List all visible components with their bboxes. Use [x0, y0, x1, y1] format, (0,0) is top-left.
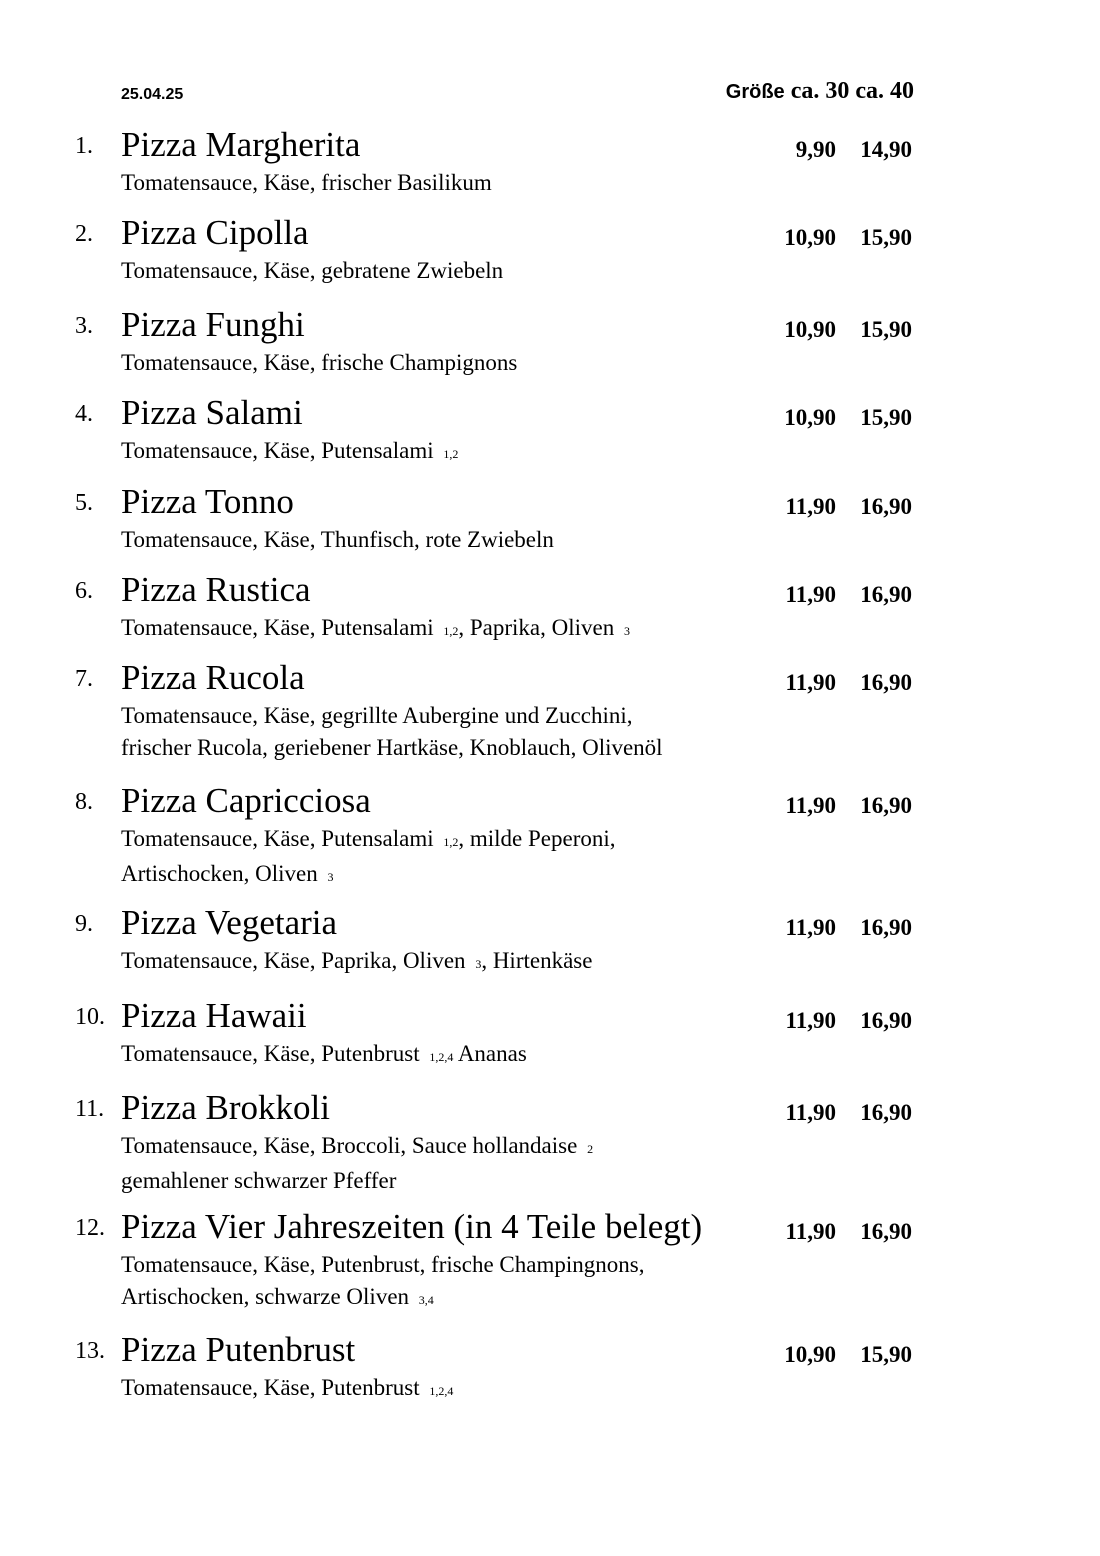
price-small: 9,90 — [795, 137, 836, 162]
item-description — [121, 1130, 593, 1197]
item-number: 1. — [75, 133, 93, 159]
price-large: 15,90 — [860, 405, 912, 430]
item-title: Pizza Salami — [121, 393, 303, 432]
item-title: Pizza Rustica — [121, 570, 311, 609]
price-small: 10,90 — [784, 405, 836, 430]
price-small: 11,90 — [785, 494, 836, 519]
item-description — [121, 612, 630, 647]
price-large: 15,90 — [860, 1342, 912, 1367]
item-number: 9. — [75, 911, 93, 937]
item-title: Pizza Cipolla — [121, 213, 309, 252]
description-line: Artischocken, schwarze Oliven 3,4 — [121, 1284, 434, 1309]
description-line: Tomatensauce, Käse, Broccoli, Sauce hollandaise 2 — [121, 1133, 594, 1158]
item-number: 5. — [75, 490, 93, 516]
item-description — [121, 700, 663, 764]
price-large: 16,90 — [860, 915, 912, 940]
price-large: 14,90 — [860, 137, 912, 162]
price-small: 11,90 — [785, 1100, 836, 1125]
item-number: 10. — [75, 1004, 105, 1030]
menu-date: 25.04.25 — [121, 86, 184, 103]
item-description — [121, 823, 616, 893]
price-small: 11,90 — [785, 1219, 836, 1244]
item-number: 6. — [75, 578, 93, 604]
item-title: Pizza Putenbrust — [121, 1330, 356, 1369]
item-title: Pizza Vegetaria — [121, 903, 338, 942]
item-number: 3. — [75, 313, 93, 339]
price-small: 11,90 — [785, 915, 836, 940]
item-number: 2. — [75, 221, 93, 247]
size-small-label: ca. 30 — [790, 78, 850, 104]
item-description — [121, 167, 492, 199]
description-line: Tomatensauce, Käse, Putensalami 1,2 — [121, 438, 459, 463]
item-number: 7. — [75, 666, 93, 692]
item-title: Pizza Capricciosa — [121, 781, 371, 820]
item-title: Pizza Brokkoli — [121, 1088, 330, 1127]
price-large: 16,90 — [860, 1008, 912, 1033]
item-description — [121, 945, 592, 980]
price-large: 15,90 — [860, 225, 912, 250]
description-line: gemahlener schwarzer Pfeffer — [121, 1168, 397, 1193]
description-line: Tomatensauce, Käse, Putensalami 1,2, Paprika, Oliven 3 — [121, 615, 630, 640]
item-description — [121, 524, 554, 556]
price-small: 11,90 — [785, 1008, 836, 1033]
price-large: 15,90 — [860, 317, 912, 342]
size-label: Größe — [725, 81, 785, 103]
item-description — [121, 435, 458, 470]
price-large: 16,90 — [860, 1219, 912, 1244]
item-description — [121, 255, 503, 287]
price-large: 16,90 — [860, 582, 912, 607]
description-line: Artischocken, Oliven 3 — [121, 861, 334, 886]
price-small: 11,90 — [785, 670, 836, 695]
item-number: 12. — [75, 1215, 105, 1241]
item-title: Pizza Rucola — [121, 658, 305, 697]
price-small: 10,90 — [784, 1342, 836, 1367]
price-small: 11,90 — [785, 582, 836, 607]
description-line: frischer Rucola, geriebener Hartkäse, Knoblauch, Olivenöl — [121, 735, 663, 760]
price-large: 16,90 — [860, 670, 912, 695]
item-description — [121, 1038, 527, 1073]
description-line: Tomatensauce, Käse, Putenbrust 1,2,4 Ananas — [121, 1041, 527, 1066]
item-number: 8. — [75, 789, 93, 815]
price-large: 16,90 — [860, 1100, 912, 1125]
price-large: 16,90 — [860, 494, 912, 519]
description-line: Tomatensauce, Käse, Thunfisch, rote Zwiebeln — [121, 527, 554, 552]
item-title: Pizza Hawaii — [121, 996, 307, 1035]
description-line: Tomatensauce, Käse, Putenbrust 1,2,4 — [121, 1375, 454, 1400]
item-title: Pizza Tonno — [121, 482, 294, 521]
price-small: 10,90 — [784, 225, 836, 250]
item-number: 11. — [75, 1096, 105, 1122]
price-small: 10,90 — [784, 317, 836, 342]
item-description — [121, 347, 517, 379]
price-small: 11,90 — [785, 793, 836, 818]
price-large: 16,90 — [860, 793, 912, 818]
item-description — [121, 1372, 453, 1407]
description-line: Tomatensauce, Käse, gebratene Zwiebeln — [121, 258, 504, 283]
item-title: Pizza Margherita — [121, 125, 361, 164]
description-line: Tomatensauce, Käse, gegrillte Aubergine und Zucchini, — [121, 703, 633, 728]
item-number: 13. — [75, 1338, 105, 1364]
item-description — [121, 1249, 644, 1316]
description-line: Tomatensauce, Käse, frischer Basilikum — [121, 170, 492, 195]
description-line: Tomatensauce, Käse, Putensalami 1,2, milde Peperoni, — [121, 826, 616, 851]
size-header — [726, 78, 914, 105]
description-line: Tomatensauce, Käse, Putenbrust, frische Champingnons, — [121, 1252, 645, 1277]
item-title: Pizza Funghi — [121, 305, 305, 344]
description-line: Tomatensauce, Käse, Paprika, Oliven 3, Hirtenkäse — [121, 948, 593, 973]
item-number: 4. — [75, 401, 93, 427]
item-title: Pizza Vier Jahreszeiten (in 4 Teile belegt) — [121, 1207, 703, 1246]
description-line: Tomatensauce, Käse, frische Champignons — [121, 350, 518, 375]
size-large-label: ca. 40 — [855, 78, 914, 104]
